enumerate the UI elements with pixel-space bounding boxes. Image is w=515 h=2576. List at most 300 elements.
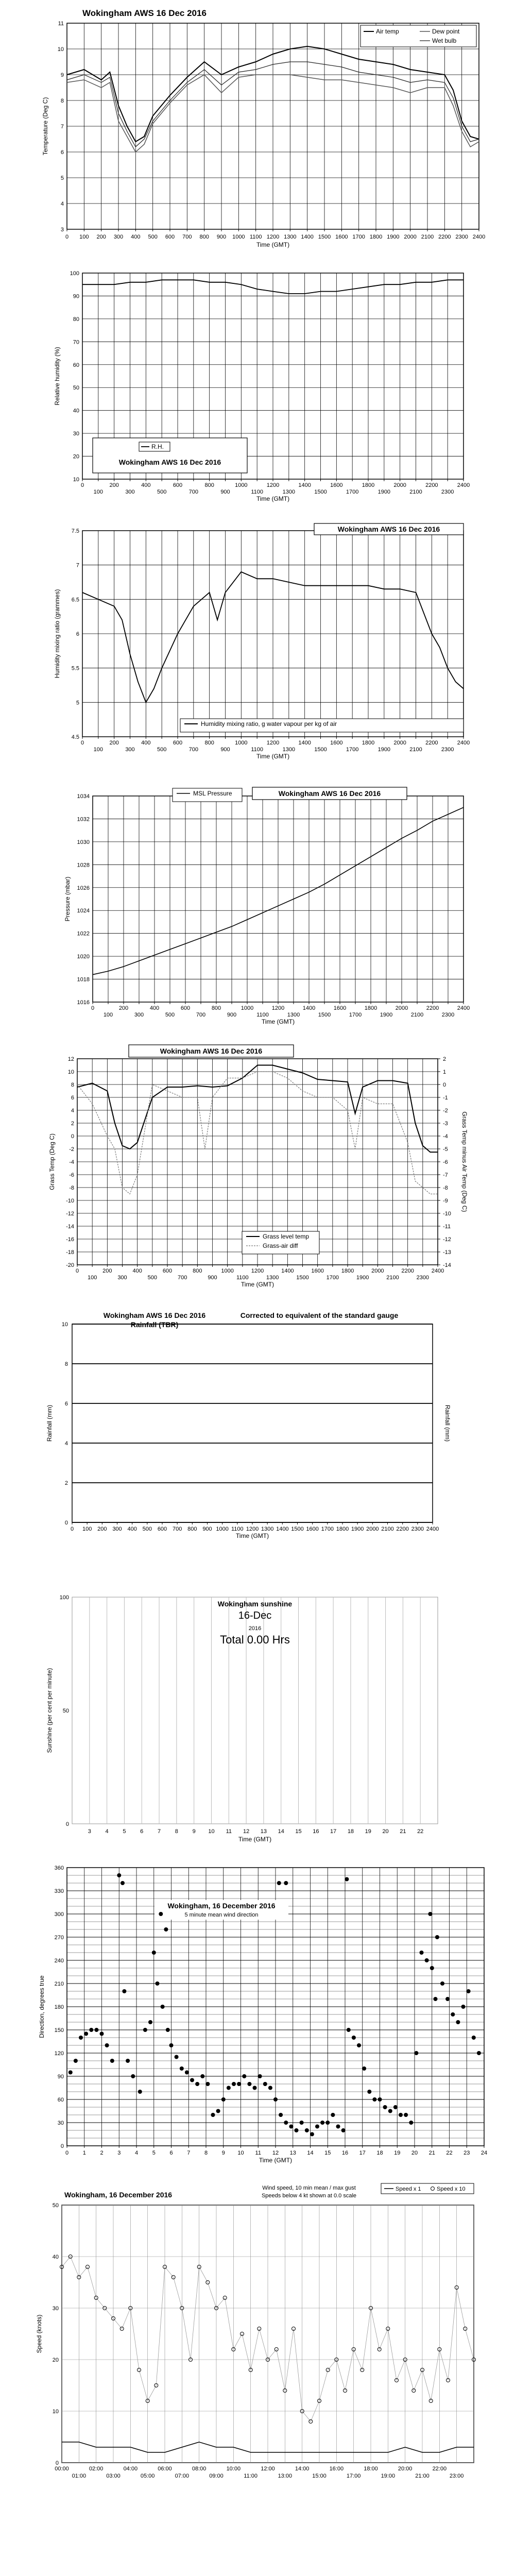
y-tick-label: 7.5 bbox=[71, 528, 79, 534]
y-tick-label-right: -11 bbox=[443, 1224, 451, 1230]
x-tick-label: 1400 bbox=[298, 740, 311, 746]
wind-direction-point bbox=[110, 2059, 114, 2063]
y-tick-label: -2 bbox=[69, 1146, 74, 1153]
wind-direction-point bbox=[345, 1877, 349, 1882]
y-tick-label: -14 bbox=[66, 1224, 74, 1230]
rainfall-chart-svg bbox=[0, 1288, 515, 1566]
x-tick-label: 1800 bbox=[364, 1005, 377, 1011]
x-tick-label: 100 bbox=[87, 1275, 97, 1281]
wind-direction-point bbox=[185, 2071, 189, 2075]
x-tick-label: 0 bbox=[80, 740, 84, 746]
wind-direction-point bbox=[428, 1912, 432, 1916]
y-axis-label: Relative humidity (%) bbox=[54, 347, 61, 405]
chart-title: Wokingham AWS 16 Dec 2016 bbox=[278, 789, 381, 798]
wind-direction-point bbox=[425, 1958, 429, 1962]
wind-direction-point bbox=[310, 2132, 314, 2137]
y-tick-label: 50 bbox=[62, 1708, 69, 1714]
x-tick-label: 6 bbox=[169, 2150, 173, 2156]
x-tick-label: 100 bbox=[93, 489, 104, 495]
y-axis-label-right: Grass Temp minus Air Temp (Deg C) bbox=[461, 1111, 468, 1212]
y-tick-label-right: -10 bbox=[443, 1211, 451, 1217]
wind-direction-point bbox=[138, 2090, 142, 2094]
wind-direction-point bbox=[195, 2082, 199, 2086]
x-tick-label: 17 bbox=[359, 2150, 366, 2156]
x-tick-label: 04:00 bbox=[123, 2466, 138, 2472]
y-tick-label: 10 bbox=[73, 477, 79, 483]
x-tick-label: 12 bbox=[272, 2150, 279, 2156]
y-tick-label: 100 bbox=[59, 1595, 69, 1601]
x-tick-label: 2000 bbox=[371, 1268, 384, 1274]
y-tick-label: 100 bbox=[70, 270, 79, 277]
y-tick-label: 50 bbox=[52, 2202, 59, 2209]
x-tick-label: 19 bbox=[394, 2150, 401, 2156]
x-tick-label: 1800 bbox=[369, 234, 383, 240]
x-tick-label: 700 bbox=[188, 489, 199, 495]
pressure-chart bbox=[0, 773, 515, 1030]
y-tick-label: 12 bbox=[67, 1056, 74, 1062]
x-tick-label: 2100 bbox=[421, 234, 434, 240]
chart-subtitle: Rainfall (TBR) bbox=[130, 1320, 179, 1329]
wind-direction-point bbox=[169, 2043, 174, 2047]
x-tick-label: 1200 bbox=[266, 740, 280, 746]
x-tick-label: 2400 bbox=[457, 482, 470, 488]
wind-direction-point bbox=[227, 2086, 231, 2090]
x-tick-label: 2200 bbox=[401, 1268, 414, 1274]
x-tick-label: 1200 bbox=[266, 234, 280, 240]
wind-direction-point bbox=[435, 1935, 439, 1939]
y-tick-label: 1018 bbox=[77, 976, 90, 983]
y-tick-label: 40 bbox=[52, 2254, 59, 2260]
wind-direction-point bbox=[341, 2128, 346, 2132]
wind-direction-point bbox=[305, 2128, 309, 2132]
wind-direction-point bbox=[456, 2020, 460, 2024]
x-tick-label: 10 bbox=[208, 1828, 215, 1835]
chart-subtitle: Wind speed, 10 min mean / max gust bbox=[262, 2185, 356, 2191]
x-tick-label: 300 bbox=[125, 489, 135, 495]
x-tick-label: 16:00 bbox=[329, 2466, 344, 2472]
wind-direction-point bbox=[159, 1912, 163, 1916]
x-tick-label: 400 bbox=[131, 234, 141, 240]
wind-direction-point bbox=[404, 2113, 408, 2117]
chart-note: Speeds below 4 kt shown at 0.0 scale bbox=[261, 2193, 357, 2199]
x-tick-label: 1700 bbox=[349, 1012, 362, 1018]
x-tick-label: 14 bbox=[278, 1828, 284, 1835]
wind-direction-point bbox=[367, 2090, 371, 2094]
x-tick-label: 14:00 bbox=[295, 2466, 310, 2472]
wind-direction-point bbox=[430, 1966, 434, 1970]
x-tick-label: 5 bbox=[123, 1828, 126, 1835]
x-tick-label: 1900 bbox=[377, 747, 391, 753]
y-tick-label: 30 bbox=[52, 2306, 59, 2312]
wind-direction-point bbox=[414, 2051, 418, 2055]
y-tick-label: 6 bbox=[64, 1401, 68, 1407]
x-tick-label: 800 bbox=[193, 1268, 202, 1274]
x-tick-label: 500 bbox=[157, 489, 167, 495]
wind-direction-point bbox=[161, 2005, 165, 2009]
x-tick-label: 1900 bbox=[387, 234, 400, 240]
wind-direction-point bbox=[84, 2032, 88, 2036]
wind-direction-point bbox=[467, 1989, 471, 1993]
y-tick-label: 60 bbox=[57, 2097, 64, 2103]
x-tick-label: 900 bbox=[202, 1526, 212, 1532]
x-tick-label: 1700 bbox=[321, 1526, 334, 1532]
x-tick-label: 600 bbox=[165, 234, 175, 240]
wind-direction-point bbox=[148, 2020, 152, 2024]
wind-direction-point bbox=[126, 2059, 130, 2063]
wind-direction-point bbox=[205, 2082, 210, 2086]
y-tick-label: 2 bbox=[64, 1480, 68, 1486]
temperature-chart bbox=[0, 0, 515, 258]
x-axis-label: Time (GMT) bbox=[241, 1281, 274, 1288]
y-tick-label: 180 bbox=[54, 2004, 64, 2010]
y-axis-label: Temperature (Deg C) bbox=[42, 97, 49, 156]
x-tick-label: 200 bbox=[97, 1526, 107, 1532]
x-tick-label: 600 bbox=[157, 1526, 167, 1532]
x-tick-label: 1400 bbox=[281, 1268, 294, 1274]
x-tick-label: 1600 bbox=[330, 740, 343, 746]
x-tick-label: 1500 bbox=[318, 1012, 331, 1018]
y-tick-label: 3 bbox=[60, 227, 64, 233]
x-tick-label: 0 bbox=[65, 2150, 69, 2156]
x-tick-label: 100 bbox=[79, 234, 89, 240]
x-tick-label: 1100 bbox=[251, 747, 263, 753]
x-tick-label: 700 bbox=[196, 1012, 206, 1018]
wind-direction-point bbox=[393, 2105, 398, 2109]
wind-direction-point bbox=[253, 2086, 257, 2090]
wind-direction-point bbox=[477, 2051, 481, 2055]
x-tick-label: 0 bbox=[91, 1005, 95, 1011]
x-tick-label: 14 bbox=[307, 2150, 314, 2156]
x-tick-label: 1200 bbox=[271, 1005, 285, 1011]
x-tick-label: 1100 bbox=[256, 1012, 269, 1018]
chart-note: Corrected to equivalent of the standard gauge bbox=[240, 1311, 399, 1319]
y-tick-label-right: -14 bbox=[443, 1262, 451, 1268]
x-tick-label: 1400 bbox=[276, 1526, 289, 1532]
x-tick-label: 1500 bbox=[318, 234, 331, 240]
y-tick-label: -18 bbox=[66, 1249, 74, 1256]
wind-direction-point bbox=[279, 2113, 283, 2117]
wind-direction-point bbox=[100, 2032, 104, 2036]
x-tick-label: 1300 bbox=[284, 234, 297, 240]
y-tick-label: 4 bbox=[60, 201, 64, 207]
x-tick-label: 22:00 bbox=[432, 2466, 447, 2472]
x-tick-label: 2000 bbox=[404, 234, 417, 240]
x-tick-label: 1000 bbox=[235, 482, 248, 488]
y-tick-label: 6 bbox=[71, 1095, 74, 1101]
y-tick-label: 40 bbox=[73, 408, 79, 414]
chart-title: Wokingham AWS 16 Dec 2016 bbox=[118, 458, 221, 466]
x-tick-label: 1700 bbox=[346, 489, 359, 495]
grass-temperature-chart-svg bbox=[0, 1030, 515, 1288]
x-tick-label: 1800 bbox=[341, 1268, 354, 1274]
x-tick-label: 23:00 bbox=[449, 2473, 464, 2479]
wind-speed-chart-svg bbox=[0, 2174, 515, 2504]
x-tick-label: 8 bbox=[204, 2150, 208, 2156]
x-tick-label: 1500 bbox=[296, 1275, 309, 1281]
wind-direction-point bbox=[175, 2055, 179, 2059]
x-tick-label: 1300 bbox=[287, 1012, 300, 1018]
wind-direction-point bbox=[284, 1881, 288, 1885]
x-tick-label: 1300 bbox=[282, 489, 296, 495]
wind-direction-point bbox=[440, 1981, 444, 1986]
y-tick-label: -12 bbox=[66, 1211, 74, 1217]
y-axis-label: Grass Temp (Deg C) bbox=[48, 1133, 56, 1190]
x-tick-label: 12 bbox=[243, 1828, 250, 1835]
x-tick-label: 1700 bbox=[326, 1275, 339, 1281]
x-tick-label: 18:00 bbox=[364, 2466, 378, 2472]
y-tick-label: 11 bbox=[58, 21, 64, 27]
x-tick-label: 0 bbox=[80, 482, 84, 488]
wind-direction-point bbox=[372, 2097, 376, 2102]
x-tick-label: 2300 bbox=[416, 1275, 430, 1281]
y-tick-label: 6.5 bbox=[71, 597, 79, 603]
temperature-chart-svg bbox=[0, 0, 515, 258]
x-tick-label: 2300 bbox=[455, 234, 468, 240]
y-tick-label: 0 bbox=[64, 1520, 68, 1526]
y-tick-label: 20 bbox=[52, 2357, 59, 2363]
x-tick-label: 15 bbox=[324, 2150, 331, 2156]
x-tick-label: 400 bbox=[149, 1005, 160, 1011]
rainfall-chart bbox=[0, 1288, 515, 1566]
x-tick-label: 2000 bbox=[393, 482, 406, 488]
x-tick-label: 18 bbox=[376, 2150, 383, 2156]
wind-direction-point bbox=[89, 2028, 93, 2032]
y-tick-label: 1026 bbox=[77, 885, 90, 891]
wind-speed-chart bbox=[0, 2174, 515, 2504]
x-tick-label: 2200 bbox=[426, 1005, 439, 1011]
x-tick-label: 1700 bbox=[352, 234, 365, 240]
wind-direction-point bbox=[237, 2082, 241, 2086]
wind-direction-point bbox=[357, 2043, 361, 2047]
x-tick-label: 1200 bbox=[266, 482, 280, 488]
x-tick-label: 3 bbox=[117, 2150, 121, 2156]
x-tick-label: 1100 bbox=[236, 1275, 249, 1281]
x-tick-label: 1000 bbox=[221, 1268, 234, 1274]
x-tick-label: 1300 bbox=[266, 1275, 279, 1281]
wind-direction-chart bbox=[0, 1855, 515, 2174]
wind-direction-point bbox=[180, 2066, 184, 2071]
x-tick-label: 9 bbox=[192, 1828, 196, 1835]
y-tick-label: 0 bbox=[65, 1821, 69, 1827]
y-tick-label: -4 bbox=[69, 1159, 74, 1165]
y-tick-label: 1034 bbox=[77, 793, 90, 800]
wind-direction-point bbox=[216, 2109, 220, 2113]
x-tick-label: 0 bbox=[65, 234, 69, 240]
y-tick-label: 2 bbox=[71, 1121, 74, 1127]
x-tick-label: 1500 bbox=[314, 489, 327, 495]
x-tick-label: 16 bbox=[341, 2150, 349, 2156]
x-tick-label: 200 bbox=[102, 1268, 112, 1274]
x-tick-label: 2100 bbox=[386, 1275, 399, 1281]
y-axis-label: Sunshine (per cent per minute) bbox=[46, 1668, 53, 1753]
x-tick-label: 1800 bbox=[362, 482, 375, 488]
legend-item: Air temp bbox=[376, 28, 399, 35]
x-tick-label: 400 bbox=[141, 482, 151, 488]
x-tick-label: 19 bbox=[365, 1828, 371, 1835]
x-tick-label: 2100 bbox=[381, 1526, 394, 1532]
y-tick-label-right: -8 bbox=[443, 1185, 448, 1191]
wind-direction-point bbox=[242, 2074, 246, 2078]
y-tick-label-right: -3 bbox=[443, 1121, 448, 1127]
wind-direction-point bbox=[434, 1997, 438, 2001]
y-tick-label-right: -7 bbox=[443, 1172, 448, 1178]
wind-direction-point bbox=[409, 2121, 413, 2125]
x-tick-label: 2200 bbox=[438, 234, 451, 240]
y-tick-label: 30 bbox=[57, 2120, 64, 2126]
wind-direction-point bbox=[268, 2086, 272, 2090]
x-tick-label: 500 bbox=[157, 747, 167, 753]
x-tick-label: 2000 bbox=[393, 740, 406, 746]
chart-title: Wokingham sunshine bbox=[217, 1600, 293, 1608]
y-tick-label: 1020 bbox=[77, 954, 90, 960]
x-tick-label: 1600 bbox=[333, 1005, 347, 1011]
x-axis-label: Time (GMT) bbox=[256, 241, 290, 248]
chart-year: 2016 bbox=[248, 1625, 262, 1632]
y-tick-label-right: -5 bbox=[443, 1146, 448, 1153]
x-tick-label: 300 bbox=[134, 1012, 144, 1018]
x-tick-label: 5 bbox=[152, 2150, 156, 2156]
legend-item: Dew point bbox=[432, 28, 460, 35]
wind-direction-point bbox=[352, 2036, 356, 2040]
x-tick-label: 600 bbox=[173, 482, 183, 488]
x-tick-label: 21 bbox=[428, 2150, 435, 2156]
x-tick-label: 300 bbox=[117, 1275, 127, 1281]
x-tick-label: 900 bbox=[220, 489, 230, 495]
humidity-chart bbox=[0, 258, 515, 515]
wind-direction-point bbox=[211, 2113, 215, 2117]
x-tick-label: 400 bbox=[127, 1526, 137, 1532]
y-tick-label: 6 bbox=[60, 149, 64, 156]
x-tick-label: 17:00 bbox=[346, 2473, 361, 2479]
x-tick-label: 21 bbox=[400, 1828, 406, 1835]
x-tick-label: 800 bbox=[187, 1526, 197, 1532]
y-tick-label-right: -13 bbox=[443, 1249, 451, 1256]
x-tick-label: 11 bbox=[255, 2150, 261, 2156]
y-tick-label-right: -1 bbox=[443, 1095, 448, 1101]
legend-item: Grass level temp bbox=[263, 1233, 310, 1240]
x-tick-label: 1900 bbox=[351, 1526, 364, 1532]
wind-direction-point bbox=[399, 2113, 403, 2117]
x-tick-label: 1800 bbox=[362, 740, 375, 746]
x-tick-label: 1100 bbox=[251, 489, 263, 495]
wind-direction-point bbox=[320, 2121, 324, 2125]
x-tick-label: 1600 bbox=[306, 1526, 319, 1532]
wind-direction-point bbox=[131, 2074, 135, 2078]
y-tick-label: 90 bbox=[73, 293, 79, 300]
x-tick-label: 7 bbox=[157, 1828, 161, 1835]
x-tick-label: 2300 bbox=[441, 747, 454, 753]
wind-direction-point bbox=[445, 1997, 450, 2001]
y-tick-label: 7 bbox=[60, 124, 64, 130]
x-tick-label: 23 bbox=[464, 2150, 470, 2156]
x-tick-label: 1000 bbox=[241, 1005, 254, 1011]
y-tick-label-right: -12 bbox=[443, 1236, 451, 1243]
x-tick-label: 2400 bbox=[457, 1005, 470, 1011]
wind-direction-point bbox=[232, 2082, 236, 2086]
wind-direction-point bbox=[166, 2028, 170, 2032]
x-tick-label: 09:00 bbox=[209, 2473, 224, 2479]
x-tick-label: 01:00 bbox=[72, 2473, 87, 2479]
wind-direction-point bbox=[247, 2082, 251, 2086]
x-tick-label: 11 bbox=[226, 1828, 232, 1835]
wind-direction-point bbox=[336, 2125, 340, 2129]
y-tick-label: 8 bbox=[71, 1082, 74, 1088]
x-tick-label: 22 bbox=[446, 2150, 453, 2156]
legend-item: Speed x 1 bbox=[396, 2186, 421, 2192]
x-tick-label: 0 bbox=[70, 1526, 74, 1532]
y-tick-label-right: -2 bbox=[443, 1108, 448, 1114]
x-tick-label: 400 bbox=[132, 1268, 142, 1274]
y-tick-label: 70 bbox=[73, 339, 79, 346]
x-tick-label: 7 bbox=[187, 2150, 191, 2156]
x-tick-label: 02:00 bbox=[89, 2466, 104, 2472]
y-axis-label: Direction, degrees true bbox=[38, 1975, 45, 2038]
y-tick-label: 20 bbox=[73, 453, 79, 460]
legend-item: Wet bulb bbox=[432, 37, 457, 44]
y-tick-label: 1032 bbox=[77, 816, 90, 823]
x-tick-label: 4 bbox=[134, 2150, 139, 2156]
wind-direction-point bbox=[420, 1951, 424, 1955]
x-axis-label: Time (GMT) bbox=[238, 1836, 272, 1843]
x-tick-label: 900 bbox=[216, 234, 227, 240]
wind-direction-point bbox=[362, 2066, 366, 2071]
x-tick-label: 2400 bbox=[457, 740, 470, 746]
chart-title: Wokingham AWS 16 Dec 2016 bbox=[103, 1311, 206, 1319]
x-tick-label: 08:00 bbox=[192, 2466, 207, 2472]
x-tick-label: 1900 bbox=[380, 1012, 393, 1018]
legend-item: MSL Pressure bbox=[193, 790, 232, 797]
x-tick-label: 1900 bbox=[356, 1275, 369, 1281]
wind-direction-point bbox=[472, 2036, 476, 2040]
y-tick-label: 0 bbox=[60, 2143, 64, 2149]
wind-direction-point bbox=[284, 2121, 288, 2125]
y-tick-label: 6 bbox=[76, 631, 79, 637]
y-tick-label: -8 bbox=[69, 1185, 74, 1191]
x-tick-label: 200 bbox=[96, 234, 106, 240]
x-tick-label: 100 bbox=[103, 1012, 113, 1018]
y-tick-label: 50 bbox=[73, 385, 79, 392]
x-tick-label: 800 bbox=[199, 234, 209, 240]
y-tick-label: 10 bbox=[52, 2409, 59, 2415]
x-tick-label: 15:00 bbox=[312, 2473, 327, 2479]
y-tick-label: -20 bbox=[66, 1262, 74, 1268]
wind-direction-point bbox=[122, 1989, 126, 1993]
x-tick-label: 800 bbox=[204, 740, 214, 746]
y-tick-label: 300 bbox=[54, 1911, 64, 1918]
x-tick-label: 700 bbox=[177, 1275, 187, 1281]
y-tick-label: 0 bbox=[55, 2460, 59, 2466]
y-axis-label: Rainfall (mm) bbox=[46, 1404, 53, 1442]
y-tick-label: 10 bbox=[57, 46, 64, 53]
wind-direction-point bbox=[378, 2097, 382, 2102]
x-tick-label: 2 bbox=[100, 2150, 104, 2156]
x-tick-label: 13 bbox=[260, 1828, 267, 1835]
x-tick-label: 600 bbox=[173, 740, 183, 746]
sunshine-chart-svg bbox=[0, 1566, 515, 1855]
x-tick-label: 07:00 bbox=[175, 2473, 190, 2479]
wind-direction-point bbox=[94, 2028, 98, 2032]
wind-direction-point bbox=[200, 2074, 204, 2078]
x-tick-label: 1600 bbox=[330, 482, 343, 488]
wind-direction-point bbox=[325, 2121, 330, 2125]
x-tick-label: 17 bbox=[330, 1828, 337, 1835]
wind-direction-point bbox=[221, 2097, 226, 2102]
x-tick-label: 2400 bbox=[431, 1268, 444, 1274]
x-axis-label: Time (GMT) bbox=[261, 1018, 295, 1025]
y-tick-label: 10 bbox=[61, 1321, 68, 1328]
legend-item: Grass-air diff bbox=[263, 1242, 298, 1249]
x-tick-label: 1600 bbox=[311, 1268, 324, 1274]
